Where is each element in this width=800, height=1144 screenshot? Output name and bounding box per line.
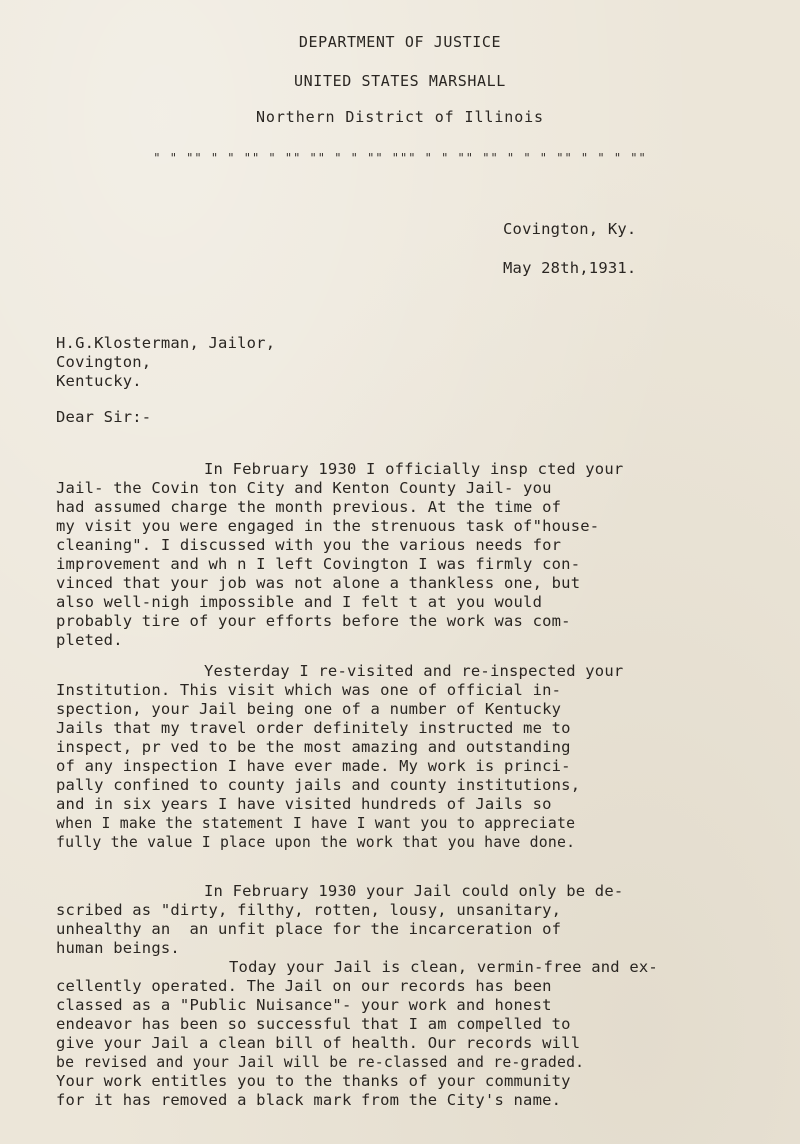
text-line: In February 1930 your Jail could only be de- <box>204 882 624 900</box>
text-line: cellently operated. The Jail on our records has been <box>56 977 552 995</box>
letterhead-district: Northern District of Illinois <box>256 108 544 126</box>
text-line: give your Jail a clean bill of health. Our records will <box>56 1034 581 1052</box>
text-line: vinced that your job was not alone a thankless one, but <box>56 574 581 592</box>
text-line: Your work entitles you to the thanks of your community <box>56 1072 571 1090</box>
dateline-date: May 28th,1931. <box>503 259 637 277</box>
text-line: classed as a "Public Nuisance"- your work and honest <box>56 996 552 1014</box>
text-line: endeavor has been so successful that I am compelled to <box>56 1015 571 1033</box>
text-line: Today your Jail is clean, vermin-free and ex- <box>229 958 658 976</box>
text-line: In February 1930 I officially insp cted your <box>204 460 624 478</box>
text-line: improvement and wh n I left Covington I was firmly con- <box>56 555 581 573</box>
text-line: also well-nigh impossible and I felt t at you would <box>56 593 543 611</box>
text-line: and in six years I have visited hundreds of Jails so <box>56 795 552 813</box>
text-line: inspect, pr ved to be the most amazing and outstanding <box>56 738 571 756</box>
text-line: pleted. <box>56 631 123 649</box>
text-line: pally confined to county jails and county institutions, <box>56 776 581 794</box>
text-line: had assumed charge the month previous. At the time of <box>56 498 562 516</box>
text-line: human beings. <box>56 939 180 957</box>
text-line: probably tire of your efforts before the work was com- <box>56 612 571 630</box>
text-line: cleaning". I discussed with you the various needs for <box>56 536 562 554</box>
letterhead-separator: " " "" " " "" " "" "" " " "" """ " " "" "" " " " "" " " " "" <box>153 151 647 165</box>
text-line: Institution. This visit which was one of official in- <box>56 681 562 699</box>
text-line: of any inspection I have ever made. My work is princi- <box>56 757 571 775</box>
text-line: when I make the statement I have I want you to appreciate <box>56 815 576 832</box>
salutation: Dear Sir:- <box>56 408 152 426</box>
addressee-line: Kentucky. <box>56 372 142 390</box>
text-line: fully the value I place upon the work that you have done. <box>56 834 576 851</box>
text-line: Yesterday I re-visited and re-inspected your <box>204 662 624 680</box>
text-line: spection, your Jail being one of a number of Kentucky <box>56 700 562 718</box>
text-line: be revised and your Jail will be re-classed and re-graded. <box>56 1054 585 1071</box>
text-line: scribed as "dirty, filthy, rotten, lousy, unsanitary, <box>56 901 562 919</box>
text-line: unhealthy an an unfit place for the incarceration of <box>56 920 562 938</box>
addressee-line: H.G.Klosterman, Jailor, <box>56 334 276 352</box>
addressee-line: Covington, <box>56 353 152 371</box>
dateline-place: Covington, Ky. <box>503 220 637 238</box>
text-line: Jail- the Covin ton City and Kenton County Jail- you <box>56 479 552 497</box>
text-line: for it has removed a black mark from the City's name. <box>56 1091 562 1109</box>
text-line: my visit you were engaged in the strenuous task of"house- <box>56 517 600 535</box>
letterhead-department: DEPARTMENT OF JUSTICE <box>298 33 502 51</box>
text-line: Jails that my travel order definitely instructed me to <box>56 719 571 737</box>
letterhead-office: UNITED STATES MARSHALL <box>294 72 506 90</box>
